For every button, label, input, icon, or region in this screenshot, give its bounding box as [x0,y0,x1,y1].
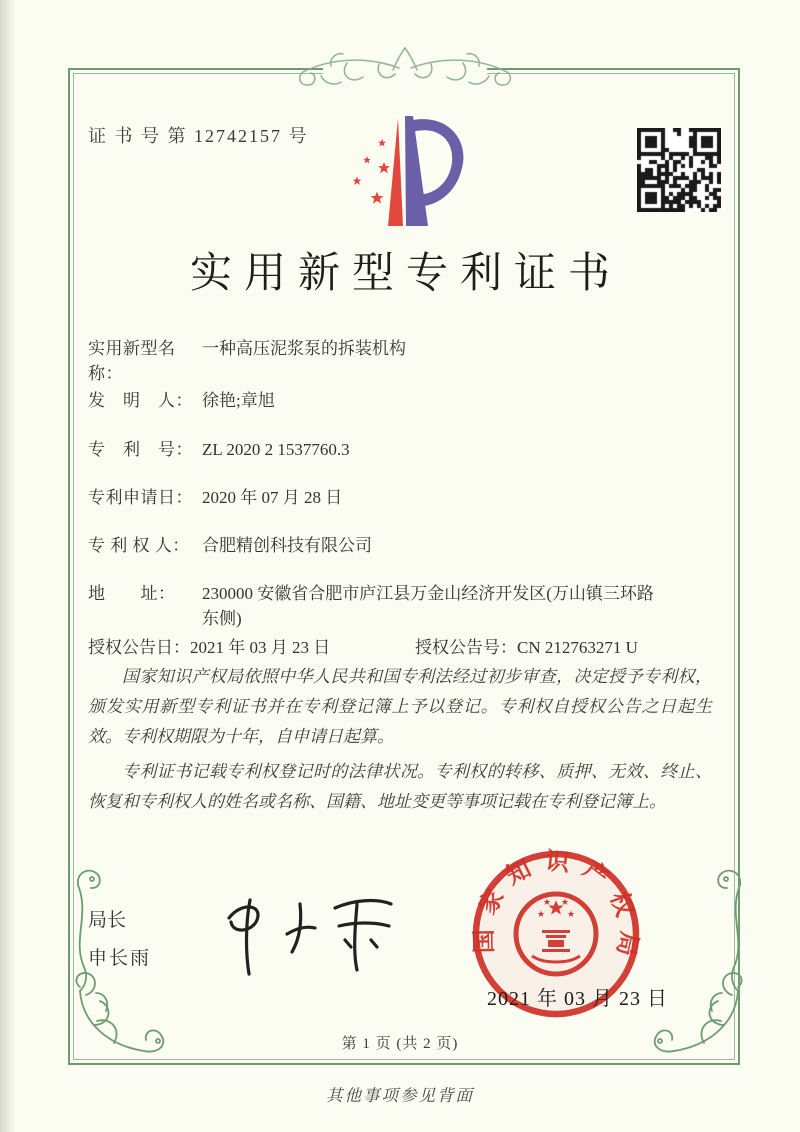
field-row-patent-number [88,437,716,462]
field-label: 专 利 号： [88,440,193,459]
field-value: 一种高压泥浆泵的拆装机构 [202,339,406,358]
grant-number-pair [415,633,638,658]
grant-date-value: 2021 年 03 月 23 日 [190,638,331,657]
field-value: 230000 安徽省合肥市庐江县万金山经济开发区(万山镇三环路东侧) [202,584,654,628]
director-name: 申长雨 [88,948,152,969]
field-label: 地 址： [88,584,176,603]
legal-paragraph-1: 国家知识产权局依照中华人民共和国专利法经过初步审查，决定授予专利权，颁发实用新型专利证书并在专利登记簿上予以登记。专利权自授权公告之日起生效。专利权期限为十年，自申请日起算。 [88,667,712,746]
top-border-ornament [295,36,515,98]
logo-red-spire [388,118,403,226]
grant-date-label: 授权公告日： [88,638,190,657]
field-row-filing-date [88,485,716,510]
field-value: 2020 年 07 月 28 日 [202,488,343,507]
field-label: 实用新型名称： [88,339,176,383]
certificate-title: 实用新型专利证书 [189,251,622,297]
seal-arc-text: 国家知识产权局 [471,848,642,970]
qr-code [637,128,721,212]
field-value: ZL 2020 2 1537760.3 [202,440,350,459]
logo-stars [353,139,390,204]
grant-row [88,633,716,658]
field-row-inventor [88,388,716,413]
seal-date: 2021 年 03 月 23 日 [487,988,668,1010]
director-signature-icon [205,878,415,993]
back-side-note: 其他事项参见背面 [326,1086,474,1105]
legal-paragraph-2: 专利证书记载专利权登记时的法律状况。专利权的转移、质押、无效、终止、恢复和专利权人的姓名或名称、国籍、地址变更等事项记载在专利登记簿上。 [88,762,712,811]
certificate-number: 证 书 号 第 12742157 号 [88,126,309,146]
logo-purple-stem [405,116,428,226]
field-row-address [88,581,716,631]
field-label: 发 明 人： [88,391,193,410]
cnipa-logo-icon [340,110,470,230]
grant-number-value: CN 212763271 U [517,638,638,657]
page-number-note: 第 1 页 (共 2 页) [341,1036,459,1052]
field-label: 专利申请日： [88,488,193,507]
field-value: 合肥精创科技有限公司 [202,536,372,555]
legal-text [88,662,712,823]
grant-number-label: 授权公告号： [415,638,517,657]
field-value: 徐艳;章旭 [202,391,275,410]
director-title: 局长 [88,910,127,931]
field-row-utility-model-name [88,336,716,386]
field-label: 专 利 权 人： [88,536,190,555]
field-row-patentee [88,533,716,558]
